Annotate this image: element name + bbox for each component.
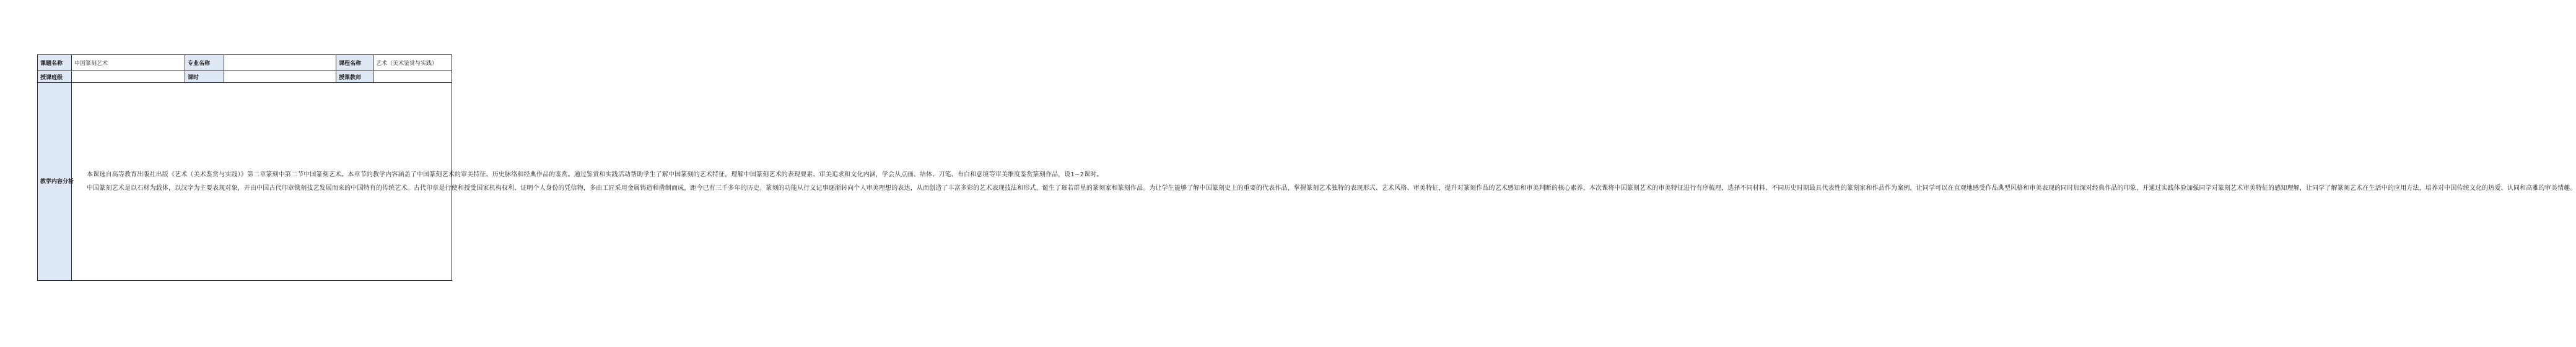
teacher-label: 授课教师: [336, 71, 373, 83]
hours-label: 课时: [185, 71, 224, 83]
course-value: 艺术（美术鉴赏与实践）: [373, 55, 452, 71]
table-row: [38, 71, 452, 83]
analysis-content: [72, 83, 2576, 281]
course-name-label: 课题名称: [38, 55, 72, 71]
course-label: 课程名称: [336, 55, 373, 71]
table-row: [38, 55, 452, 71]
major-value: [224, 55, 336, 71]
lesson-plan-table: [37, 54, 2576, 281]
major-label: 专业名称: [185, 55, 224, 71]
class-value: [72, 71, 185, 83]
class-label: 授课班级: [38, 71, 72, 83]
hours-value: [224, 71, 336, 83]
analysis-label: 教学内容分析: [38, 83, 72, 281]
analysis-paragraph-1: 本课选自高等教育出版社出版《艺术（美术鉴赏与实践）》第二章篆刻中第二节中国篆刻艺术。本章节的教学内容涵盖了中国篆刻艺术的审美特征、历史脉络和经典作品的鉴赏。通过鉴赏和实践活动帮助学生了解中国篆刻的艺术特征，理解中国篆刻艺术的表现要素、审美追求和文化内涵，学会从点画、结体、刀笔、布白和意境等审美维度鉴赏篆刻作品，设1~2课时。: [87, 171, 1103, 178]
table-row: [38, 83, 452, 281]
course-name-value: 中国篆刻艺术: [72, 55, 185, 71]
teacher-value: [373, 71, 452, 83]
analysis-paragraph-2: 中国篆刻艺术是以石材为载体，以汉字为主要表现对象，并由中国古代印章镌刻技艺发展而来的中国特有的传统艺术。古代印章是行使和授受国家机构权利、证明个人身份的凭信物，多由工匠采用金属铸造和凿制而成，距今已有三千多年的历史。篆刻的功能从行文记事逐渐转向个人审美理想的表达，从而创造了丰富多彩的艺术表现技法和形式，诞生了璀若群星的篆刻家和篆刻作品。为让学生能够了解中国篆刻史上的重要的代表作品，掌握篆刻艺术独特的表现形式、艺术风格、审美特征，提升对篆刻作品的艺术感知和审美判断的核心素养，本次课将中国篆刻艺术的审美特征进行有序梳理，选择不同材料、不同历史时期最具代表性的篆刻家和作品作为案例，让同学可以在直观地感受作品典型风格和审美表现的同时加深对经典作品的印象，并通过实践体验加强同学对篆刻艺术审美特征的感知理解，让同学了解篆刻艺术在生活中的应用方法，培养对中国传统文化的热爱、认同和高雅的审美情趣。: [87, 184, 2576, 192]
